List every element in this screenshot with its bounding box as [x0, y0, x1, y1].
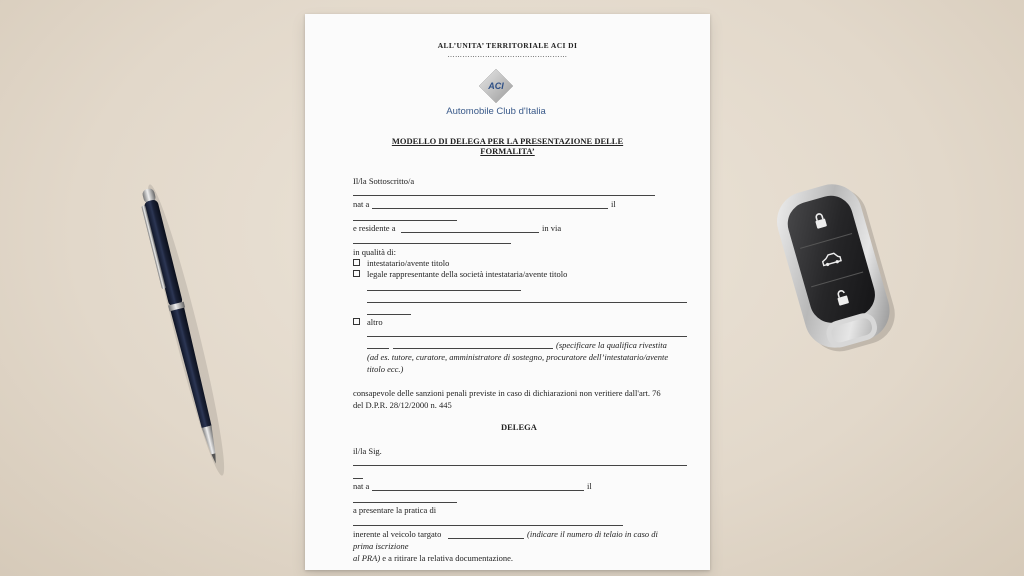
targa-line [448, 538, 524, 539]
consapevole-line-2: del D.P.R. 28/12/2000 n. 445 [353, 400, 452, 410]
sottoscritto-line [353, 195, 655, 196]
delegato-nato-a-line [372, 490, 584, 491]
altro-line-2b [393, 348, 553, 349]
delegato-il-label: il [587, 481, 592, 491]
option-legale-rappresentante: legale rappresentante della società intestataria/avente titolo [367, 269, 568, 279]
pratica-line [353, 525, 623, 526]
header-line: ALL’UNITA’ TERRITORIALE ACI DI [437, 41, 578, 50]
in-via-line [353, 243, 511, 244]
pra-line [353, 553, 513, 563]
sig-line [353, 465, 687, 466]
nato-a-line [372, 208, 608, 209]
logo-name: Automobile Club d'Italia [446, 106, 546, 117]
delegato-nato-a-label: nat a [353, 481, 370, 491]
pra-italic: al PRA) [353, 553, 381, 563]
option-altro: altro [367, 317, 383, 327]
residente-line [401, 232, 539, 233]
document-title-line1: MODELLO DI DELEGA PER LA PRESENTAZIONE DELLE [391, 136, 624, 146]
specificare-note: (specificare la qualifica rivestita [556, 340, 667, 350]
indicare-note-2: prima iscrizione [353, 541, 409, 551]
aci-logo-mark [441, 68, 551, 106]
aci-logo [441, 68, 551, 120]
legale-line-1 [367, 290, 521, 291]
legale-line-3 [367, 314, 411, 315]
delegato-il-line [353, 502, 457, 503]
delega-document [305, 14, 710, 570]
il-label: il [611, 199, 616, 209]
sottoscritto-label: Il/la Sottoscritto/a [353, 176, 415, 186]
pratica-label: a presentare la pratica di [353, 505, 437, 515]
legale-line-2 [367, 302, 687, 303]
option-intestatario: intestatario/avente titolo [367, 258, 450, 268]
indicare-note-1: (indicare il numero di telaio in caso di [527, 529, 658, 539]
in-via-label: in via [542, 223, 562, 233]
altro-line-2a [367, 348, 389, 349]
delega-heading: DELEGA [501, 422, 537, 432]
esempio-note-2: titolo ecc.) [367, 364, 404, 374]
in-qualita-label: in qualità di: [353, 247, 396, 257]
esempio-note-1: (ad es. tutore, curatore, amministratore di sostegno, procuratore dell’intestatario/avente [367, 352, 669, 362]
checkbox-intestatario[interactable] [353, 259, 360, 266]
checkbox-altro[interactable] [353, 318, 360, 325]
il-line [353, 220, 457, 221]
svg-text:ACI: ACI [488, 81, 504, 91]
altro-line-1 [367, 336, 687, 337]
pra-rest: e a ritirare la relativa documentazione. [380, 553, 514, 563]
consapevole-line-1: consapevole delle sanzioni penali previste in caso di dichiarazioni non veritiere dall'art. 76 [353, 388, 661, 398]
residente-label: e residente a [353, 223, 396, 233]
checkbox-legale-rappresentante[interactable] [353, 270, 360, 277]
nato-a-label: nat a [353, 199, 370, 209]
sig-label: il/la Sig. [353, 446, 382, 456]
document-title-line2: FORMALITA’ [480, 146, 535, 156]
veicolo-label: inerente al veicolo targato [353, 529, 442, 539]
header-dots: ………………………………………… [447, 51, 568, 59]
sig-line-2 [353, 478, 363, 479]
